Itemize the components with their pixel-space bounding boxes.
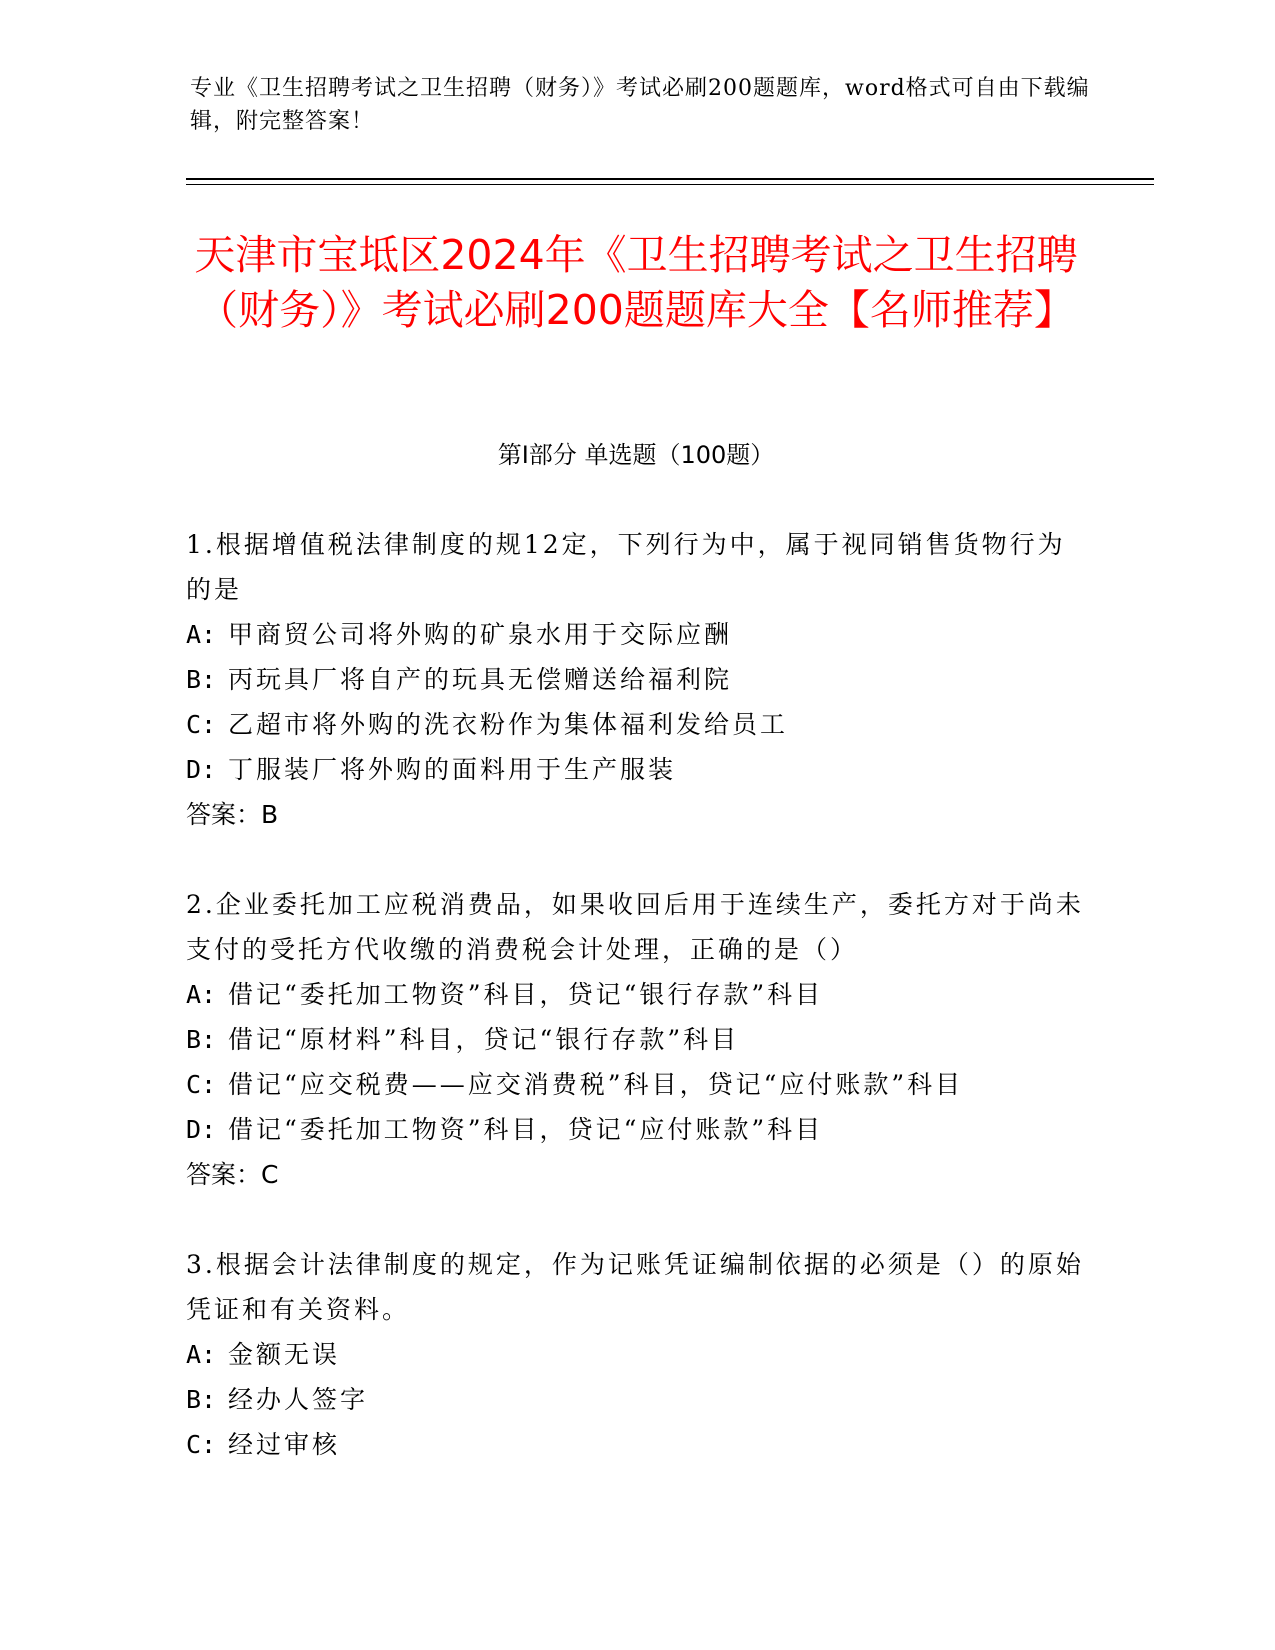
option-c xyxy=(186,1062,1086,1107)
option-b xyxy=(186,657,1086,702)
answer: 答案：C xyxy=(186,1160,279,1189)
option-c xyxy=(186,1422,1086,1467)
option-letter: B: xyxy=(186,1385,217,1414)
question-1 xyxy=(186,522,1086,837)
option-text: 借记“应交税费——应交消费税”科目，贷记“应付账款”科目 xyxy=(228,1070,964,1099)
document-title: 天津市宝坻区2024年《卫生招聘考试之卫生招聘（财务）》考试必刷200题题库大全【名师推荐】 xyxy=(194,231,1078,334)
option-a xyxy=(186,612,1086,657)
option-text: 借记“原材料”科目，贷记“银行存款”科目 xyxy=(228,1025,740,1054)
option-text: 借记“委托加工物资”科目，贷记“银行存款”科目 xyxy=(228,980,824,1009)
option-letter: D: xyxy=(186,1115,217,1144)
question-3 xyxy=(186,1242,1086,1467)
question-stem: 2.企业委托加工应税消费品，如果收回后用于连续生产，委托方对于尚未支付的受托方代收缴的消费税会计处理，正确的是（） xyxy=(186,890,1084,964)
answer: 答案：B xyxy=(186,800,279,829)
option-text: 金额无误 xyxy=(228,1340,341,1369)
question-stem: 1.根据增值税法律制度的规12定，下列行为中，属于视同销售货物行为的是 xyxy=(186,530,1066,604)
option-a xyxy=(186,972,1086,1017)
option-letter: B: xyxy=(186,1025,217,1054)
option-letter: C: xyxy=(186,710,217,739)
option-d xyxy=(186,747,1086,792)
question-stem: 3.根据会计法律制度的规定，作为记账凭证编制依据的必须是（）的原始凭证和有关资料。 xyxy=(186,1250,1084,1324)
option-a xyxy=(186,1332,1086,1377)
option-text: 借记“委托加工物资”科目，贷记“应付账款”科目 xyxy=(228,1115,824,1144)
header-rule-thin xyxy=(186,184,1154,185)
option-text: 丙玩具厂将自产的玩具无偿赠送给福利院 xyxy=(228,665,733,694)
option-d xyxy=(186,1107,1086,1152)
header-note: 专业《卫生招聘考试之卫生招聘（财务）》考试必刷200题题库，word格式可自由下载编辑，附完整答案！ xyxy=(190,76,1090,134)
header-rule-thick xyxy=(186,178,1154,180)
option-text: 乙超市将外购的洗衣粉作为集体福利发给员工 xyxy=(228,710,789,739)
option-letter: C: xyxy=(186,1070,217,1099)
option-b xyxy=(186,1017,1086,1062)
option-text: 经办人签字 xyxy=(228,1385,369,1414)
option-text: 丁服装厂将外购的面料用于生产服装 xyxy=(228,755,677,784)
option-letter: D: xyxy=(186,755,217,784)
option-text: 甲商贸公司将外购的矿泉水用于交际应酬 xyxy=(228,620,733,649)
option-letter: A: xyxy=(186,1340,217,1369)
option-letter: A: xyxy=(186,980,217,1009)
section-title: 第Ⅰ部分 单选题（100题） xyxy=(497,441,775,469)
option-b xyxy=(186,1377,1086,1422)
option-letter: A: xyxy=(186,620,217,649)
option-letter: B: xyxy=(186,665,217,694)
option-c xyxy=(186,702,1086,747)
option-letter: C: xyxy=(186,1430,217,1459)
option-text: 经过审核 xyxy=(228,1430,341,1459)
question-2 xyxy=(186,882,1086,1197)
